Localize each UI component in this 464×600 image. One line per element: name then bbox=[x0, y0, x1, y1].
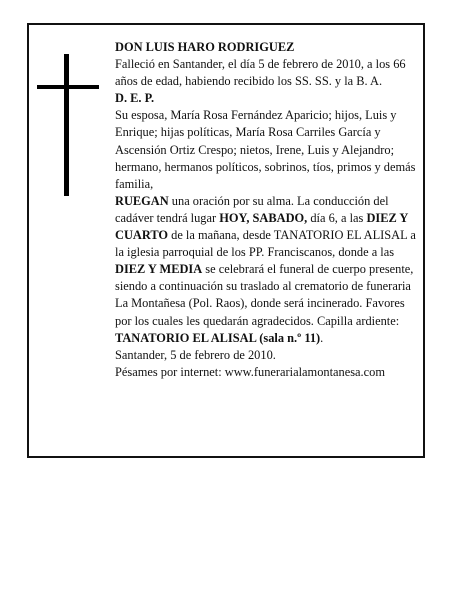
chapel-period: . bbox=[320, 330, 324, 345]
obituary-notice bbox=[27, 23, 425, 458]
arrangements-paragraph bbox=[115, 193, 420, 347]
notice-text bbox=[115, 39, 420, 381]
cross-vertical-bar bbox=[64, 54, 69, 196]
date-line: Santander, 5 de febrero de 2010. bbox=[115, 347, 276, 362]
time-quarter-past: DIEZ Y CUARTO bbox=[115, 210, 408, 243]
day-continuation: día 6, a las bbox=[307, 210, 367, 225]
death-line: Falleció en Santander, el día 5 de febrero de 2010, a los 66 años de edad, habiendo recibido los SS. SS. y la B. A. bbox=[115, 57, 406, 89]
cross-horizontal-bar bbox=[37, 85, 99, 89]
family-paragraph: Su esposa, María Rosa Fernández Aparicio; hijos, Luis y Enrique; hijas políticas, María Rosa Carriles García y Ascensión Ortiz Crespo; nietos, Irene, Luis y Alejandro; hermano, hermanos políticos, sobrinos, tíos, primos y demás familia, bbox=[115, 108, 416, 191]
dep-line: D. E. P. bbox=[115, 91, 155, 106]
cross-icon bbox=[37, 54, 99, 196]
deceased-name: DON LUIS HARO RODRIGUEZ bbox=[115, 40, 295, 54]
time-half-past: DIEZ Y MEDIA bbox=[115, 262, 203, 277]
ruegan-text: una oración por su alma. La conducción del cadáver tendrá lugar bbox=[115, 193, 389, 225]
procession-text: de la mañana, desde TANATORIO EL ALISAL a la iglesia parroquial de los PP. Franciscanos, donde a las bbox=[115, 228, 416, 260]
condolences-line: Pésames por internet: www.funerarialamontanesa.com bbox=[115, 364, 385, 379]
day-text: HOY, SABADO, bbox=[219, 210, 308, 225]
chapel-location: TANATORIO EL ALISAL (sala n.º 11) bbox=[115, 330, 321, 345]
ruegan-word: RUEGAN bbox=[115, 193, 169, 208]
funeral-text: se celebrará el funeral de cuerpo presente, siendo a continuación su traslado al crematorio de funeraria La Montañesa (Pol. Raos), donde será incinerado. Favores por los cuales les quedarán agradecidos. Capilla ardiente: bbox=[115, 262, 414, 328]
